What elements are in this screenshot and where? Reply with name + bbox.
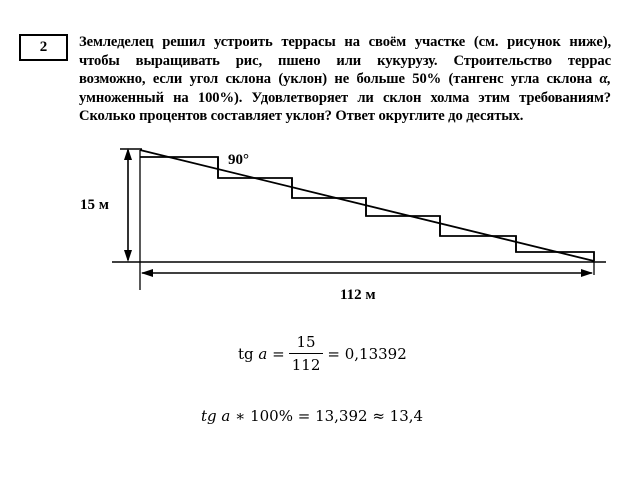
height-arrow-top bbox=[124, 148, 132, 160]
height-arrow-bottom bbox=[124, 250, 132, 262]
tg-alpha-italic: tg a bbox=[201, 407, 231, 425]
tangent-result: = 0,13392 bbox=[327, 344, 407, 363]
problem-line-5: Сколько процентов составляет уклон? Ответ округлите до десятых. bbox=[79, 108, 524, 124]
task-number: 2 bbox=[19, 34, 68, 61]
length-arrow-left bbox=[141, 269, 153, 277]
height-label: 15 м bbox=[80, 197, 109, 213]
problem-line-2: чтобы выращивать рис, пшено или кукурузу. Строительство террас bbox=[79, 52, 611, 69]
problem-line-3-text: возможно, если угол склона (уклон) не больше 50% (тангенс угла склона bbox=[79, 71, 593, 87]
problem-line-4: умноженный на 100%). Удовлетворяет ли склон холма этим требованиям? bbox=[79, 89, 611, 106]
problem-line-1: Земледелец решил устроить террасы на своём участке (см. рисунок ниже), bbox=[79, 34, 611, 50]
angle-label: 90° bbox=[228, 152, 249, 168]
terrace-steps bbox=[140, 157, 594, 261]
length-arrow-right bbox=[581, 269, 593, 277]
slope-line bbox=[140, 150, 594, 261]
percent-result: ∗ 100% = 13,392 ≈ 13,4 bbox=[235, 407, 424, 425]
alpha-var: a bbox=[258, 344, 268, 363]
percent-formula bbox=[201, 407, 423, 425]
alpha-symbol: α, bbox=[599, 71, 611, 87]
equals-sign: = bbox=[272, 344, 285, 363]
tg-label: tg bbox=[238, 344, 254, 363]
tangent-formula bbox=[238, 333, 407, 374]
length-label: 112 м bbox=[340, 287, 376, 303]
fraction bbox=[289, 333, 324, 374]
fraction-numerator: 15 bbox=[296, 333, 316, 351]
fraction-denominator: 112 bbox=[289, 353, 324, 374]
